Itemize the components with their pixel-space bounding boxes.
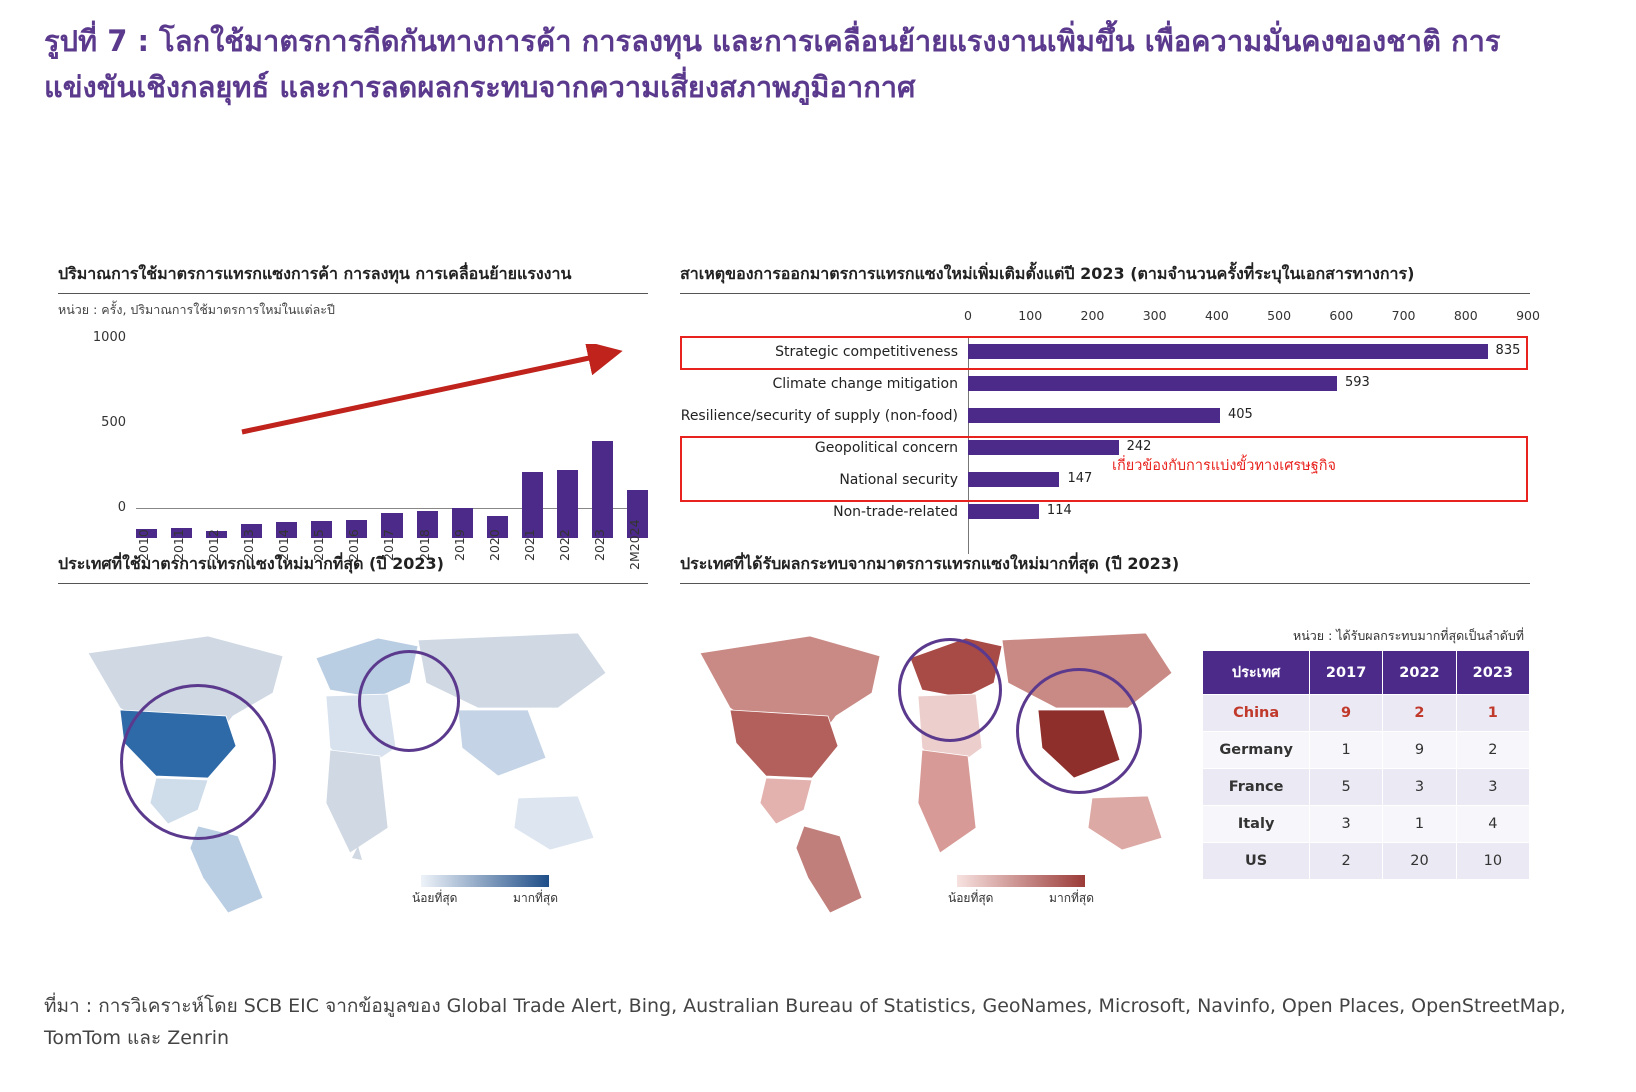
x-axis-label: 2M2024 xyxy=(626,519,642,571)
x-axis-label: 2017 xyxy=(381,529,397,561)
table-cell-value: 5 xyxy=(1309,769,1382,806)
x-axis-label: 2022 xyxy=(556,529,572,561)
bar-item xyxy=(276,368,297,538)
world-map-affected xyxy=(680,598,1530,916)
reason-label: Non-trade-related xyxy=(833,504,958,520)
bar-value: 405 xyxy=(1228,407,1253,422)
source-note: ที่มา : การวิเคราะห์โดย SCB EIC จากข้อมูลของ Global Trade Alert, Bing, Australian Bureau of Statistics, GeoNames, Microsoft, Navinfo, Open Places, OpenStreetMap, TomTom และ Zenrin xyxy=(44,995,1566,1050)
table-cell-value: 2 xyxy=(1383,695,1456,732)
legend-high-label: มากที่สุด xyxy=(1049,891,1094,905)
bar-item xyxy=(311,368,332,538)
legend-gradient xyxy=(957,875,1085,887)
panel3-title: ประเทศที่ใช้มาตรการแทรกแซงใหม่มากที่สุด (ปี 2023) xyxy=(58,552,648,584)
highlight-circle-china xyxy=(1016,668,1142,794)
table-cell-country: Germany xyxy=(1203,732,1310,769)
panel4-title: ประเทศที่ได้รับผลกระทบจากมาตรการแทรกแซงใหม่มากที่สุด (ปี 2023) xyxy=(680,552,1530,584)
x-axis-label: 2013 xyxy=(241,529,257,561)
table-cell-value: 1 xyxy=(1383,806,1456,843)
bar-item xyxy=(592,368,613,538)
table-body xyxy=(1203,695,1530,880)
table-row xyxy=(1203,806,1530,843)
region-south-america xyxy=(796,826,862,913)
bar-item xyxy=(627,368,648,538)
bar-track xyxy=(968,400,1530,432)
bar-value: 114 xyxy=(1046,503,1072,518)
reason-label: National security xyxy=(839,472,958,488)
bar-item xyxy=(136,368,157,538)
bar-item xyxy=(206,368,227,538)
panel2-title: สาเหตุของการออกมาตรการแทรกแซงใหม่เพิ่มเติมตั้งแต่ปี 2023 (ตามจำนวนครั้งที่ระบุในเอกสารทางการ) xyxy=(680,262,1530,294)
region-asia xyxy=(458,710,546,776)
table-cell-country: China xyxy=(1203,695,1310,732)
bar xyxy=(968,504,1039,519)
y-tick-1000: 1000 xyxy=(92,330,126,345)
table-cell-value: 2 xyxy=(1309,843,1382,880)
horizontal-bar-chart-reasons xyxy=(680,308,1540,558)
x-axis-label: 2015 xyxy=(311,529,327,561)
bar-value: 242 xyxy=(1126,439,1152,454)
table-row xyxy=(1203,769,1530,806)
bar-item xyxy=(417,368,438,538)
table-cell-country: US xyxy=(1203,843,1310,880)
table-cell-value: 1 xyxy=(1456,695,1529,732)
bar-item xyxy=(381,368,402,538)
reason-label: Climate change mitigation xyxy=(772,376,958,392)
table-header-cell: 2022 xyxy=(1383,651,1456,695)
map-legend-imposing xyxy=(412,875,558,908)
bar-series xyxy=(136,368,648,538)
x-tick: 600 xyxy=(1329,308,1354,323)
bar-item xyxy=(171,368,192,538)
table-cell-value: 20 xyxy=(1383,843,1456,880)
table-cell-value: 3 xyxy=(1456,769,1529,806)
bar-value: 147 xyxy=(1067,471,1093,486)
x-axis-label: 2019 xyxy=(451,529,467,561)
x-tick: 300 xyxy=(1142,308,1167,323)
table-cell-value: 9 xyxy=(1383,732,1456,769)
x-tick: 0 xyxy=(964,308,972,323)
legend-low-label: น้อยที่สุด xyxy=(948,891,994,905)
x-axis-label: 2014 xyxy=(276,529,292,561)
figure-title: รูปที่ 7 : โลกใช้มาตรการกีดกันทางการค้า การลงทุน และการเคลื่อนย้ายแรงงานเพิ่มขึ้น เพื่อความมั่นคงของชาติ การแข่งขันเชิงกลยุทธ์ และการลดผลกระทบจากความเสี่ยงสภาพภูมิอากาศ xyxy=(44,24,1501,105)
highlight-circle-europe xyxy=(898,638,1002,742)
x-axis-ticks xyxy=(964,308,1540,326)
table-cell-value: 1 xyxy=(1309,732,1382,769)
table-cell-value: 3 xyxy=(1383,769,1456,806)
table-cell-value: 9 xyxy=(1309,695,1382,732)
red-annotation: เกี่ยวข้องกับการแบ่งขั้วทางเศรษฐกิจ xyxy=(1112,458,1337,474)
x-tick: 500 xyxy=(1267,308,1292,323)
panel1-unit: หน่วย : ครั้ง, ปริมาณการใช้มาตรการใหม่ในแต่ละปี xyxy=(58,302,335,317)
x-axis-label: 2010 xyxy=(136,529,151,561)
x-axis-label: 2011 xyxy=(171,529,187,561)
x-tick: 800 xyxy=(1453,308,1478,323)
x-axis-label: 2018 xyxy=(416,529,432,561)
bar-track xyxy=(968,368,1530,400)
table-cell-value: 3 xyxy=(1309,806,1382,843)
bar-value: 593 xyxy=(1344,375,1370,390)
x-axis-label: 2023 xyxy=(591,529,607,561)
region-africa-south xyxy=(326,750,388,853)
table-row xyxy=(1203,843,1530,880)
bar-item xyxy=(452,368,473,538)
table-cell-country: France xyxy=(1203,769,1310,806)
x-tick: 200 xyxy=(1080,308,1105,323)
table-header-cell: 2017 xyxy=(1309,651,1382,695)
x-tick: 700 xyxy=(1391,308,1416,323)
reason-label: Geopolitical concern xyxy=(814,440,958,456)
bar-item xyxy=(346,368,367,538)
reason-row xyxy=(680,400,1530,432)
table-header-cell: 2023 xyxy=(1456,651,1529,695)
highlight-circle-europe xyxy=(358,650,460,752)
region-australia xyxy=(514,796,594,850)
legend-gradient xyxy=(421,875,549,887)
table-cell-country: Italy xyxy=(1203,806,1310,843)
table-row xyxy=(1203,695,1530,732)
bar-item xyxy=(241,368,262,538)
reason-row xyxy=(680,368,1530,400)
highlight-box-geopolitical xyxy=(680,436,1528,502)
table-cell-value: 10 xyxy=(1456,843,1529,880)
x-axis-label: 2016 xyxy=(346,529,362,561)
region-usa xyxy=(730,710,838,778)
highlight-circle-usa xyxy=(120,684,276,840)
x-tick: 100 xyxy=(1018,308,1043,323)
bar-item xyxy=(522,368,543,538)
reason-label: Strategic competitiveness xyxy=(775,344,958,360)
x-axis-label: 2012 xyxy=(206,529,222,561)
panel-reasons xyxy=(680,262,1540,558)
panel1-title: ปริมาณการใช้มาตรการแทรกแซงการค้า การลงทุน การเคลื่อนย้ายแรงงาน xyxy=(58,262,648,294)
bar xyxy=(968,376,1337,391)
table-unit-label: หน่วย : ได้รับผลกระทบมากที่สุดเป็นลำดับที่ xyxy=(1292,628,1524,643)
bar xyxy=(968,408,1220,423)
bar-item xyxy=(557,368,578,538)
bar-value: 835 xyxy=(1495,343,1521,358)
x-axis-label: 2021 xyxy=(521,529,537,561)
rank-table xyxy=(1202,650,1530,880)
region-africa-south xyxy=(918,750,976,853)
legend-low-label: น้อยที่สุด xyxy=(412,891,458,905)
world-map-imposing xyxy=(58,598,648,916)
region-mexico xyxy=(760,778,812,824)
x-tick: 400 xyxy=(1204,308,1229,323)
x-tick: 900 xyxy=(1516,308,1540,323)
bar-item xyxy=(487,368,508,538)
table-header-row xyxy=(1203,651,1530,695)
highlight-box-strategic xyxy=(680,336,1528,370)
map-legend-affected xyxy=(948,875,1094,908)
table-header-cell: ประเทศ xyxy=(1203,651,1310,695)
table-cell-value: 2 xyxy=(1456,732,1529,769)
y-tick-0: 0 xyxy=(117,500,126,515)
x-axis-label: 2020 xyxy=(486,529,502,561)
panel-map-imposing xyxy=(58,552,648,916)
panel-map-affected xyxy=(680,552,1530,916)
legend-high-label: มากที่สุด xyxy=(513,891,558,905)
y-tick-500: 500 xyxy=(101,415,126,430)
reason-label: Resilience/security of supply (non-food) xyxy=(680,408,958,424)
table-cell-value: 4 xyxy=(1456,806,1529,843)
region-australia xyxy=(1088,796,1162,850)
table-row xyxy=(1203,732,1530,769)
